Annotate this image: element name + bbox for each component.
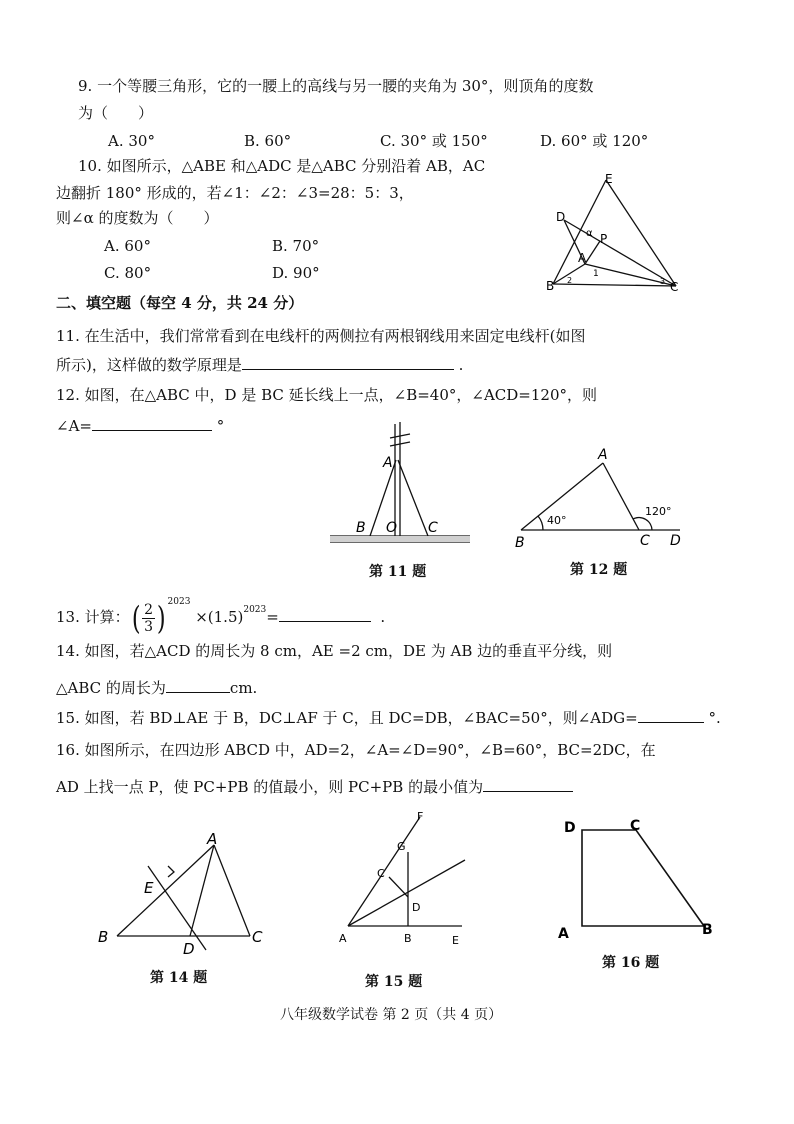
- q12-label-b: B: [515, 535, 525, 551]
- q9-option-b: B. 60°: [244, 132, 292, 150]
- q12-label-d: D: [670, 533, 681, 549]
- q15-label-b: B: [404, 932, 412, 945]
- q9-option-a: A. 30°: [108, 132, 155, 150]
- q11-label-b: B: [356, 520, 366, 536]
- q9-option-c: C. 30° 或 150°: [380, 132, 488, 150]
- q13-exponent2: 2023: [243, 605, 267, 615]
- q16-line2-text: AD 上找一点 P，使 PC+PB 的值最小，则 PC+PB 的最小值为: [56, 778, 484, 796]
- q15-label-f: F: [417, 810, 424, 823]
- q10-option-d: D. 90°: [272, 264, 320, 282]
- q9-line1: 9. 一个等腰三角形，它的一腰上的高线与另一腰的夹角为 30°，则顶角的度数: [78, 77, 594, 95]
- q15-label-e: E: [452, 934, 459, 947]
- q13-prefix: 13. 计算：: [56, 608, 130, 626]
- q10-label-3: 3: [660, 277, 666, 286]
- q15-line1-text: 15. 如图，若 BD⊥AE 于 B，DC⊥AF 于 C，且 DC=DB，∠BAC=50°，则∠ADG=: [56, 709, 638, 727]
- q11-label-c: C: [428, 520, 438, 536]
- q12-line2-end: °: [216, 417, 225, 435]
- q13-equals: =: [266, 608, 279, 626]
- q10-label-alpha: α: [586, 228, 593, 239]
- q10-label-a: A: [578, 251, 587, 265]
- q15-label-d: D: [412, 901, 421, 914]
- q15-caption: 第 15 题: [365, 974, 423, 990]
- q14-label-e: E: [144, 879, 154, 897]
- q15-label-c: C: [377, 867, 385, 880]
- q14-caption: 第 14 题: [150, 970, 208, 986]
- q11-label-a: A: [383, 455, 393, 471]
- q11-caption: 第 11 题: [369, 564, 427, 580]
- q10-line1: 10. 如图所示，△ABE 和△ADC 是△ABC 分别沿着 AB，AC: [78, 157, 486, 175]
- q15-line1-end: °.: [708, 709, 721, 727]
- q12-label-40: 40°: [547, 514, 567, 527]
- q13-numerator: 2: [144, 601, 154, 618]
- q10-option-b: B. 70°: [272, 237, 320, 255]
- q15-label-a: A: [339, 932, 347, 945]
- section2-heading: 二、填空题（每空 4 分，共 24 分）: [56, 294, 304, 312]
- q9-line2: 为（ ）: [78, 104, 154, 122]
- q10-label-2: 2: [567, 276, 573, 285]
- q10-label-p: P: [600, 232, 608, 246]
- q10-line3: 则∠α 的度数为（ ）: [56, 209, 219, 227]
- q13-exponent1: 2023: [167, 597, 191, 607]
- q10-label-c: C: [670, 280, 679, 294]
- q14-label-b: B: [98, 928, 109, 946]
- q13-end: .: [380, 608, 386, 626]
- q11-line2-end: .: [458, 356, 464, 374]
- q10-label-1: 1: [593, 269, 599, 279]
- q16-caption: 第 16 题: [602, 955, 660, 971]
- q12-label-120: 120°: [645, 505, 672, 518]
- q14-line2-text: △ABC 的周长为: [56, 679, 166, 697]
- q13-denominator: 3: [144, 618, 154, 635]
- q12-line2-text: ∠A=: [56, 417, 92, 435]
- q11-line1: 11. 在生活中，我们常常看到在电线杆的两侧拉有两根钢线用来固定电线杆(如图: [56, 327, 586, 345]
- q10-label-e: E: [605, 172, 613, 186]
- q14-line1: 14. 如图，若△ACD 的周长为 8 cm，AE =2 cm，DE 为 AB 边的垂直平分线，则: [56, 642, 613, 660]
- q10-label-b: B: [546, 279, 555, 293]
- q15-label-g: G: [397, 840, 406, 853]
- q13-base2: 1.5: [213, 608, 238, 626]
- q13-line: 13. 计算：( $\frac{2}{3}$ ) $^{2023} \times(1.5)^{2023}=$ .: [56, 597, 386, 637]
- q14-label-c: C: [252, 928, 263, 946]
- q16-label-a: A: [558, 926, 569, 942]
- q14-label-d: D: [183, 940, 195, 958]
- q16-label-d: D: [564, 820, 576, 836]
- q11-line2-text: 所示)，这样做的数学原理是: [56, 356, 242, 374]
- q10-option-c: C. 80°: [104, 264, 152, 282]
- q12-label-a: A: [598, 447, 608, 463]
- q9-option-d: D. 60° 或 120°: [540, 132, 649, 150]
- q16-label-b: B: [702, 922, 713, 938]
- q10-option-a: A. 60°: [104, 237, 151, 255]
- q12-line1: 12. 如图，在△ABC 中，D 是 BC 延长线上一点，∠B=40°，∠ACD=120°，则: [56, 386, 597, 404]
- q16-line1: 16. 如图所示，在四边形 ABCD 中，AD=2，∠A=∠D=90°，∠B=60°，BC=2DC，在: [56, 741, 656, 759]
- q12-caption: 第 12 题: [570, 562, 628, 578]
- q10-label-d: D: [556, 210, 566, 224]
- page-footer: 八年级数学试卷 第 2 页（共 4 页）: [280, 1007, 503, 1023]
- q14-label-a: A: [207, 830, 218, 848]
- q13-times: ×: [195, 608, 208, 626]
- q14-line2-end: cm.: [229, 679, 258, 697]
- q12-label-c: C: [640, 533, 650, 549]
- q11-label-o: O: [386, 520, 398, 536]
- q10-line2: 边翻折 180° 形成的，若∠1：∠2：∠3=28：5：3，: [56, 184, 414, 202]
- q16-label-c: C: [630, 818, 641, 834]
